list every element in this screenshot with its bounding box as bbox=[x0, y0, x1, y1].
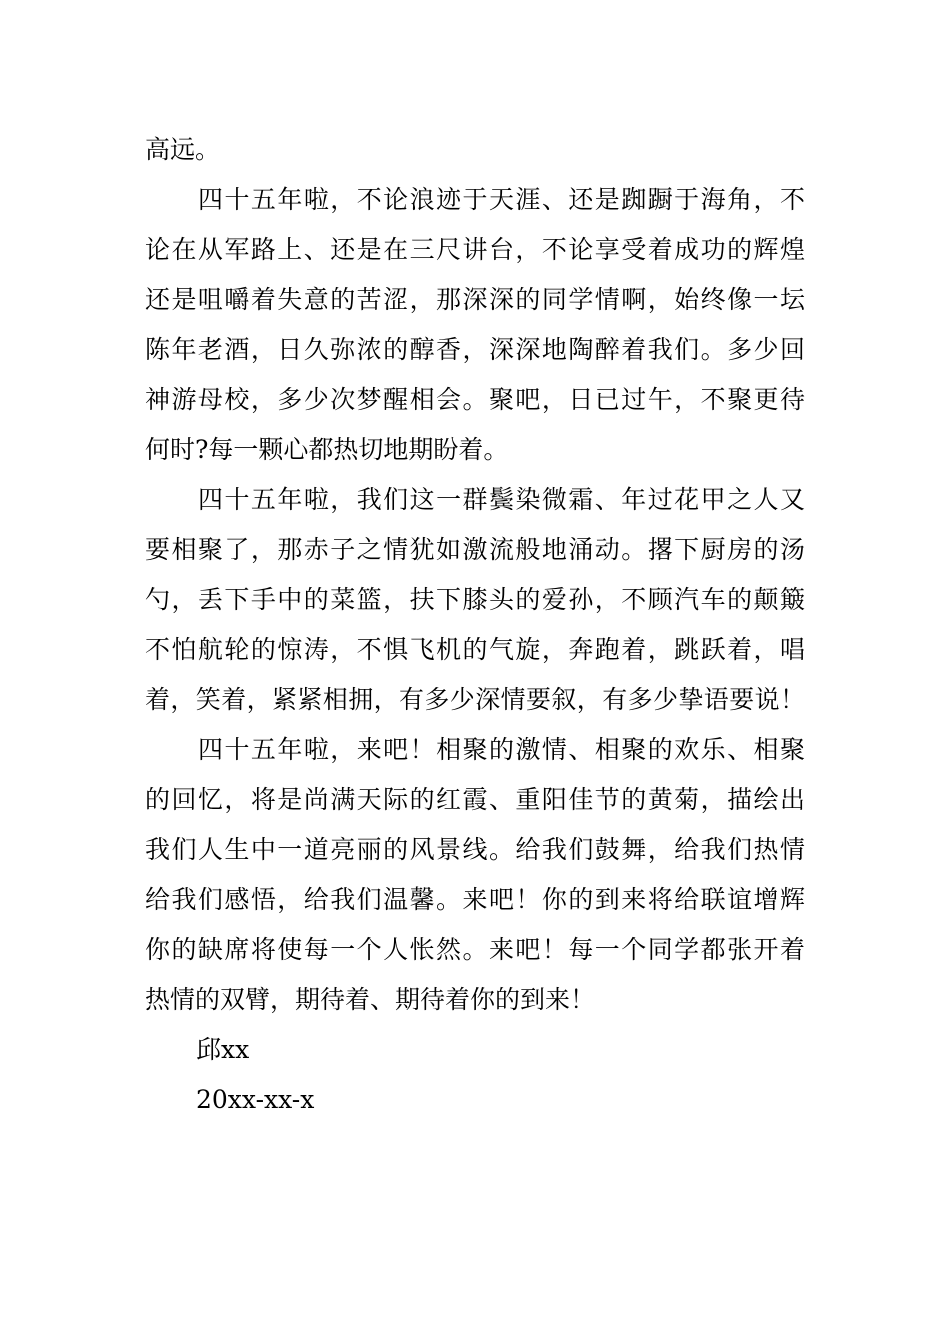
paragraph-line: 陈年老酒，日久弥浓的醇香，深深地陶醉着我们。多少回 bbox=[145, 335, 805, 364]
paragraph-line: 的回忆，将是尚满天际的红霞、重阳佳节的黄菊，描绘出 bbox=[145, 785, 805, 814]
signature-date: 20xx-xx-x bbox=[196, 1085, 315, 1114]
paragraph-line: 四十五年啦，不论浪迹于天涯、还是踟蹰于海角，不 bbox=[198, 185, 805, 214]
paragraph-line: 神游母校，多少次梦醒相会。聚吧，日已过午，不聚更待 bbox=[145, 385, 805, 414]
paragraph-line: 还是咀嚼着失意的苦涩，那深深的同学情啊，始终像一坛 bbox=[145, 285, 805, 314]
paragraph-line: 我们人生中一道亮丽的风景线。给我们鼓舞，给我们热情 bbox=[145, 835, 805, 864]
paragraph-line: 要相聚了，那赤子之情犹如激流般地涌动。撂下厨房的汤 bbox=[145, 535, 805, 564]
paragraph-line: 着，笑着，紧紧相拥，有多少深情要叙，有多少挚语要说！ bbox=[145, 685, 805, 714]
paragraph-line: 热情的双臂，期待着、期待着你的到来！ bbox=[145, 985, 596, 1014]
paragraph-line: 勺，丢下手中的菜篮，扶下膝头的爱孙，不顾汽车的颠簸 bbox=[145, 585, 805, 614]
paragraph-line: 四十五年啦，来吧！相聚的激情、相聚的欢乐、相聚 bbox=[198, 735, 805, 764]
paragraph-line: 何时?每一颗心都热切地期盼着。 bbox=[145, 435, 509, 464]
paragraph-line: 四十五年啦，我们这一群鬓染微霜、年过花甲之人又 bbox=[198, 485, 805, 514]
paragraph-line: 不怕航轮的惊涛，不惧飞机的气旋，奔跑着，跳跃着，唱 bbox=[145, 635, 805, 664]
paragraph-line: 给我们感悟，给我们温馨。来吧！你的到来将给联谊增辉 bbox=[145, 885, 805, 914]
signature-name: 邱xx bbox=[196, 1035, 250, 1064]
paragraph-line: 高远。 bbox=[145, 135, 221, 164]
paragraph-line: 你的缺席将使每一个人怅然。来吧！每一个同学都张开着 bbox=[145, 935, 805, 964]
paragraph-line: 论在从军路上、还是在三尺讲台，不论享受着成功的辉煌 bbox=[145, 235, 805, 264]
